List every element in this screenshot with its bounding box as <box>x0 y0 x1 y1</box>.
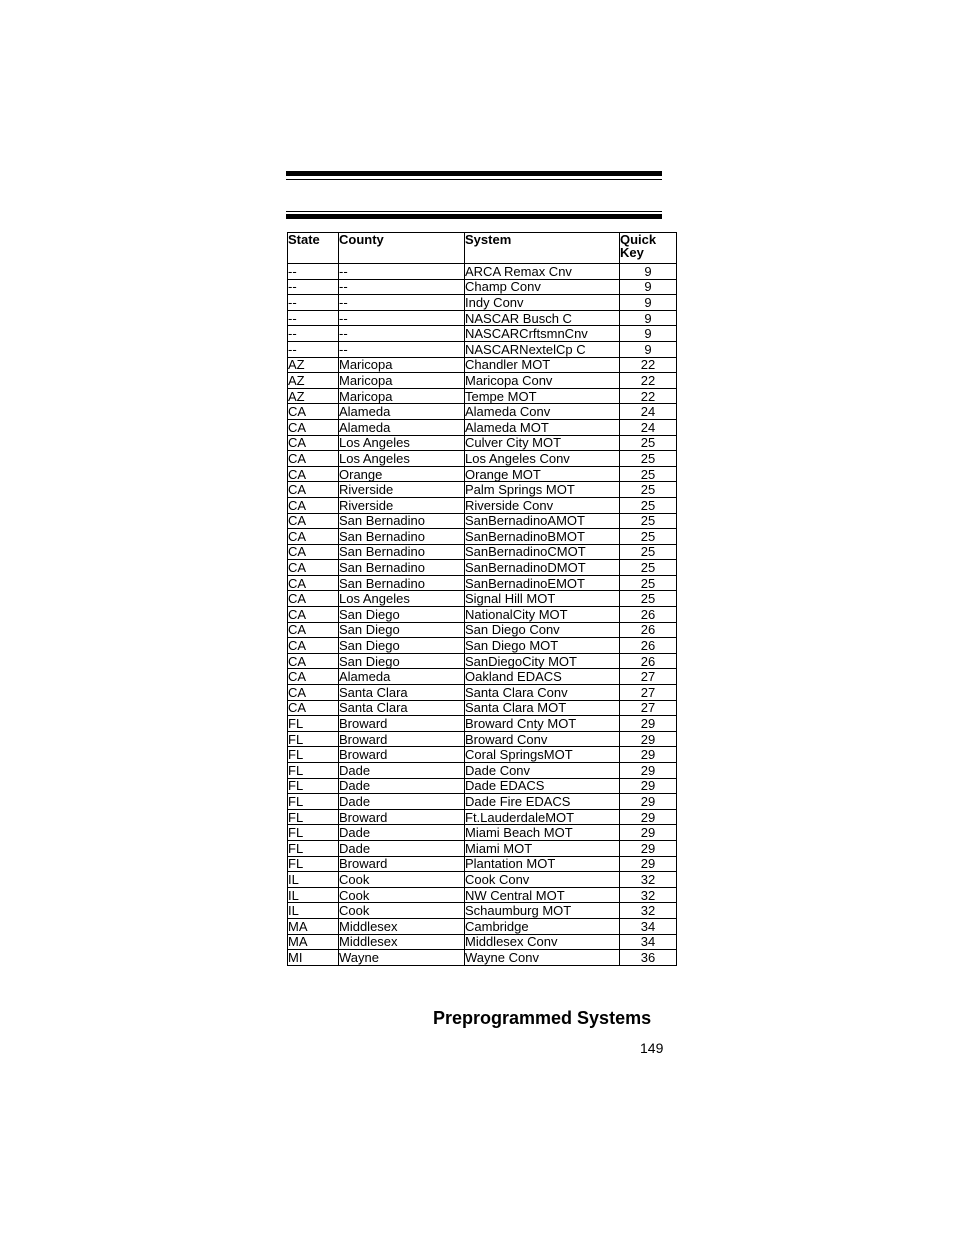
cell-state: -- <box>288 295 339 311</box>
cell-county: Santa Clara <box>339 685 465 701</box>
cell-quick-key: 25 <box>620 451 677 467</box>
page-title: Preprogrammed Systems <box>433 1008 652 1028</box>
table-row <box>288 341 677 357</box>
cell-state: CA <box>288 451 339 467</box>
table-row <box>288 466 677 482</box>
table-row <box>288 279 677 295</box>
table-row <box>288 513 677 529</box>
cell-system: Culver City MOT <box>465 435 620 451</box>
cell-quick-key: 29 <box>620 825 677 841</box>
cell-system: Miami MOT <box>465 840 620 856</box>
cell-county: Alameda <box>339 419 465 435</box>
second-rule-thick <box>286 214 662 219</box>
second-rule-thin <box>286 211 662 212</box>
cell-system: Riverside Conv <box>465 497 620 513</box>
cell-system: Wayne Conv <box>465 950 620 966</box>
cell-system: Cook Conv <box>465 872 620 888</box>
cell-state: CA <box>288 482 339 498</box>
cell-quick-key: 26 <box>620 638 677 654</box>
cell-quick-key: 29 <box>620 794 677 810</box>
cell-county: Dade <box>339 840 465 856</box>
cell-system: SanBernadinoBMOT <box>465 529 620 545</box>
cell-state: IL <box>288 872 339 888</box>
cell-quick-key: 25 <box>620 513 677 529</box>
header-county: County <box>339 233 465 264</box>
cell-system: Maricopa Conv <box>465 373 620 389</box>
cell-system: Palm Springs MOT <box>465 482 620 498</box>
cell-county: San Bernadino <box>339 560 465 576</box>
table-row <box>288 685 677 701</box>
cell-county: -- <box>339 264 465 280</box>
table-header-row <box>288 233 677 264</box>
cell-quick-key: 29 <box>620 747 677 763</box>
cell-state: -- <box>288 279 339 295</box>
header-quick-key-line2: Key <box>620 245 644 260</box>
cell-county: Cook <box>339 903 465 919</box>
cell-system: Broward Cnty MOT <box>465 716 620 732</box>
cell-county: Middlesex <box>339 934 465 950</box>
cell-state: AZ <box>288 357 339 373</box>
cell-state: FL <box>288 794 339 810</box>
cell-quick-key: 34 <box>620 918 677 934</box>
cell-state: AZ <box>288 388 339 404</box>
cell-county: Maricopa <box>339 388 465 404</box>
table-row <box>288 700 677 716</box>
cell-county: Broward <box>339 809 465 825</box>
cell-quick-key: 9 <box>620 295 677 311</box>
cell-county: Cook <box>339 887 465 903</box>
cell-quick-key: 9 <box>620 326 677 342</box>
table-row <box>288 950 677 966</box>
cell-system: NASCARCrftsmnCnv <box>465 326 620 342</box>
cell-system: NW Central MOT <box>465 887 620 903</box>
cell-quick-key: 32 <box>620 887 677 903</box>
cell-county: San Bernadino <box>339 575 465 591</box>
cell-quick-key: 9 <box>620 264 677 280</box>
cell-quick-key: 29 <box>620 856 677 872</box>
cell-county: San Diego <box>339 607 465 623</box>
table-row <box>288 840 677 856</box>
cell-system: Orange MOT <box>465 466 620 482</box>
top-rule-thick <box>286 171 662 176</box>
cell-system: SanDiegoCity MOT <box>465 653 620 669</box>
table-row <box>288 326 677 342</box>
cell-system: SanBernadinoAMOT <box>465 513 620 529</box>
cell-quick-key: 27 <box>620 700 677 716</box>
cell-quick-key: 24 <box>620 419 677 435</box>
cell-quick-key: 9 <box>620 341 677 357</box>
cell-county: -- <box>339 310 465 326</box>
cell-state: FL <box>288 825 339 841</box>
table-row <box>288 716 677 732</box>
cell-county: Broward <box>339 731 465 747</box>
cell-quick-key: 36 <box>620 950 677 966</box>
table-row <box>288 934 677 950</box>
cell-quick-key: 25 <box>620 497 677 513</box>
table-row <box>288 731 677 747</box>
cell-system: Schaumburg MOT <box>465 903 620 919</box>
cell-county: San Bernadino <box>339 529 465 545</box>
cell-state: CA <box>288 497 339 513</box>
cell-state: CA <box>288 622 339 638</box>
cell-quick-key: 22 <box>620 357 677 373</box>
cell-state: CA <box>288 529 339 545</box>
cell-state: FL <box>288 731 339 747</box>
table-body <box>288 264 677 966</box>
cell-county: San Bernadino <box>339 513 465 529</box>
cell-system: Dade Fire EDACS <box>465 794 620 810</box>
cell-state: FL <box>288 856 339 872</box>
cell-state: CA <box>288 700 339 716</box>
cell-state: CA <box>288 685 339 701</box>
cell-state: CA <box>288 466 339 482</box>
cell-system: Coral SpringsMOT <box>465 747 620 763</box>
cell-system: SanBernadinoCMOT <box>465 544 620 560</box>
cell-state: -- <box>288 264 339 280</box>
cell-county: San Diego <box>339 638 465 654</box>
cell-county: -- <box>339 295 465 311</box>
cell-quick-key: 29 <box>620 763 677 779</box>
cell-county: Alameda <box>339 669 465 685</box>
cell-state: -- <box>288 326 339 342</box>
cell-state: FL <box>288 840 339 856</box>
cell-county: Riverside <box>339 497 465 513</box>
cell-quick-key: 25 <box>620 575 677 591</box>
cell-county: Wayne <box>339 950 465 966</box>
cell-county: Los Angeles <box>339 435 465 451</box>
cell-quick-key: 9 <box>620 279 677 295</box>
cell-county: Broward <box>339 856 465 872</box>
header-state: State <box>288 233 339 264</box>
table-row <box>288 872 677 888</box>
cell-county: Dade <box>339 778 465 794</box>
cell-system: Santa Clara MOT <box>465 700 620 716</box>
cell-system: Santa Clara Conv <box>465 685 620 701</box>
cell-quick-key: 27 <box>620 669 677 685</box>
table-row <box>288 903 677 919</box>
cell-system: Plantation MOT <box>465 856 620 872</box>
top-rule-thin <box>286 179 662 180</box>
cell-state: CA <box>288 638 339 654</box>
cell-county: -- <box>339 341 465 357</box>
cell-quick-key: 24 <box>620 404 677 420</box>
cell-quick-key: 22 <box>620 388 677 404</box>
table-row <box>288 918 677 934</box>
cell-state: FL <box>288 763 339 779</box>
cell-system: Dade EDACS <box>465 778 620 794</box>
table-row <box>288 763 677 779</box>
cell-quick-key: 29 <box>620 731 677 747</box>
table-row <box>288 622 677 638</box>
table-row <box>288 591 677 607</box>
cell-quick-key: 34 <box>620 934 677 950</box>
header-quick-key-line1: Quick <box>620 232 657 247</box>
cell-county: -- <box>339 326 465 342</box>
table-row <box>288 669 677 685</box>
cell-state: FL <box>288 778 339 794</box>
cell-state: CA <box>288 560 339 576</box>
cell-county: Dade <box>339 794 465 810</box>
table-row <box>288 575 677 591</box>
cell-county: Orange <box>339 466 465 482</box>
table-row <box>288 544 677 560</box>
cell-system: Alameda Conv <box>465 404 620 420</box>
table-row <box>288 887 677 903</box>
cell-state: CA <box>288 591 339 607</box>
table-row <box>288 419 677 435</box>
cell-quick-key: 29 <box>620 809 677 825</box>
preprogrammed-systems-table <box>287 232 677 966</box>
cell-state: CA <box>288 419 339 435</box>
cell-system: NASCAR Busch C <box>465 310 620 326</box>
table-row <box>288 825 677 841</box>
cell-county: Middlesex <box>339 918 465 934</box>
cell-county: Riverside <box>339 482 465 498</box>
cell-quick-key: 32 <box>620 872 677 888</box>
cell-county: San Bernadino <box>339 544 465 560</box>
cell-system: Middlesex Conv <box>465 934 620 950</box>
cell-county: Alameda <box>339 404 465 420</box>
cell-county: Los Angeles <box>339 591 465 607</box>
cell-system: Dade Conv <box>465 763 620 779</box>
cell-state: IL <box>288 887 339 903</box>
cell-quick-key: 26 <box>620 622 677 638</box>
table-row <box>288 482 677 498</box>
cell-state: CA <box>288 435 339 451</box>
table-row <box>288 794 677 810</box>
cell-county: Maricopa <box>339 373 465 389</box>
cell-state: CA <box>288 575 339 591</box>
cell-system: San Diego MOT <box>465 638 620 654</box>
cell-state: FL <box>288 809 339 825</box>
cell-quick-key: 25 <box>620 560 677 576</box>
cell-quick-key: 25 <box>620 529 677 545</box>
cell-quick-key: 22 <box>620 373 677 389</box>
cell-state: IL <box>288 903 339 919</box>
cell-quick-key: 29 <box>620 778 677 794</box>
cell-system: Miami Beach MOT <box>465 825 620 841</box>
table-row <box>288 856 677 872</box>
table-row <box>288 264 677 280</box>
table-row <box>288 310 677 326</box>
cell-quick-key: 25 <box>620 591 677 607</box>
cell-state: CA <box>288 607 339 623</box>
cell-system: Oakland EDACS <box>465 669 620 685</box>
cell-county: Broward <box>339 747 465 763</box>
cell-state: AZ <box>288 373 339 389</box>
cell-state: CA <box>288 404 339 420</box>
cell-system: SanBernadinoEMOT <box>465 575 620 591</box>
cell-system: Broward Conv <box>465 731 620 747</box>
table-row <box>288 357 677 373</box>
table-row <box>288 809 677 825</box>
cell-quick-key: 26 <box>620 607 677 623</box>
cell-system: Chandler MOT <box>465 357 620 373</box>
cell-system: Signal Hill MOT <box>465 591 620 607</box>
table-row <box>288 373 677 389</box>
cell-state: FL <box>288 716 339 732</box>
cell-county: Los Angeles <box>339 451 465 467</box>
cell-state: MA <box>288 918 339 934</box>
table-row <box>288 560 677 576</box>
cell-state: MA <box>288 934 339 950</box>
cell-state: CA <box>288 653 339 669</box>
cell-quick-key: 32 <box>620 903 677 919</box>
table-row <box>288 497 677 513</box>
cell-quick-key: 26 <box>620 653 677 669</box>
cell-system: Ft.LauderdaleMOT <box>465 809 620 825</box>
cell-county: Broward <box>339 716 465 732</box>
cell-quick-key: 25 <box>620 482 677 498</box>
table-row <box>288 607 677 623</box>
cell-quick-key: 25 <box>620 544 677 560</box>
header-system: System <box>465 233 620 264</box>
cell-state: -- <box>288 341 339 357</box>
cell-quick-key: 29 <box>620 840 677 856</box>
cell-county: Cook <box>339 872 465 888</box>
cell-state: CA <box>288 544 339 560</box>
cell-quick-key: 25 <box>620 466 677 482</box>
cell-system: San Diego Conv <box>465 622 620 638</box>
cell-system: Los Angeles Conv <box>465 451 620 467</box>
cell-quick-key: 25 <box>620 435 677 451</box>
cell-system: NASCARNextelCp C <box>465 341 620 357</box>
cell-state: -- <box>288 310 339 326</box>
table-row <box>288 778 677 794</box>
table-row <box>288 388 677 404</box>
cell-state: CA <box>288 513 339 529</box>
cell-county: San Diego <box>339 653 465 669</box>
cell-county: Maricopa <box>339 357 465 373</box>
cell-quick-key: 9 <box>620 310 677 326</box>
cell-system: NationalCity MOT <box>465 607 620 623</box>
cell-system: Tempe MOT <box>465 388 620 404</box>
page-number: 149 <box>640 1040 664 1056</box>
cell-system: Alameda MOT <box>465 419 620 435</box>
table-row <box>288 653 677 669</box>
cell-system: Champ Conv <box>465 279 620 295</box>
cell-system: Indy Conv <box>465 295 620 311</box>
cell-state: MI <box>288 950 339 966</box>
cell-quick-key: 29 <box>620 716 677 732</box>
cell-system: Cambridge <box>465 918 620 934</box>
cell-state: CA <box>288 669 339 685</box>
cell-county: Santa Clara <box>339 700 465 716</box>
cell-quick-key: 27 <box>620 685 677 701</box>
table-row <box>288 435 677 451</box>
cell-county: Dade <box>339 763 465 779</box>
header-quick-key <box>620 233 677 264</box>
cell-county: San Diego <box>339 622 465 638</box>
cell-state: FL <box>288 747 339 763</box>
cell-system: ARCA Remax Cnv <box>465 264 620 280</box>
table-row <box>288 451 677 467</box>
cell-county: -- <box>339 279 465 295</box>
table-row <box>288 747 677 763</box>
table-row <box>288 638 677 654</box>
table-row <box>288 529 677 545</box>
table-row <box>288 404 677 420</box>
cell-county: Dade <box>339 825 465 841</box>
cell-system: SanBernadinoDMOT <box>465 560 620 576</box>
table-row <box>288 295 677 311</box>
